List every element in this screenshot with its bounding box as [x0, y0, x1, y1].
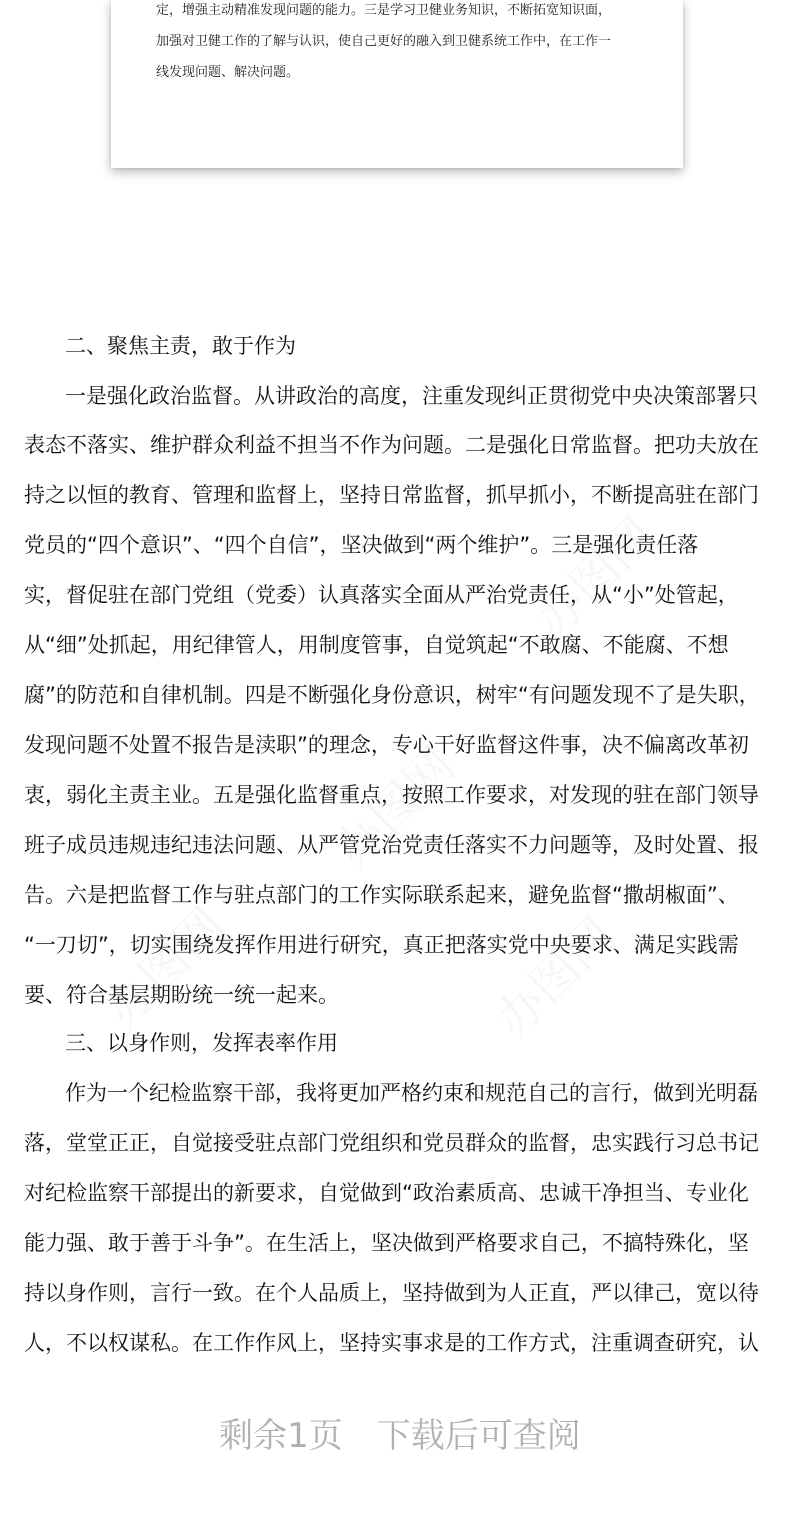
paragraph-line: 一是强化政治监督。从讲政治的高度，注重发现纠正贯彻党中央决策部署只	[65, 384, 758, 408]
paragraph-line: 发现问题不处置不报告是渎职”的理念，专心干好监督这件事，决不偏离改革初	[24, 733, 749, 757]
paragraph-line: 表态不落实、维护群众利益不担当不作为问题。二是强化日常监督。把功夫放在	[24, 433, 759, 457]
paragraph-line: 持以身作则，言行一致。在个人品质上，坚持做到为人正直，严以律己，宽以待	[24, 1281, 759, 1305]
paragraph-line: 班子成员违规违纪违法问题、从严管党治党责任落实不力问题等，及时处置、报	[24, 833, 759, 857]
paragraph-line: 腐”的防范和自律机制。四是不断强化身份意识，树牢“有问题发现不了是失职，	[24, 683, 760, 707]
paragraph-line: 告。六是把监督工作与驻点部门的工作实际联系起来，避免监督“撒胡椒面”、	[24, 883, 739, 907]
watermark	[87, 889, 238, 1040]
paragraph-line: 能力强、敢于善于斗争”。在生活上，坚决做到严格要求自己，不搞特殊化，坚	[24, 1231, 749, 1255]
remaining-pages-notice[interactable]: 剩余1页 下载后可查阅	[219, 1416, 581, 1456]
watermark	[477, 899, 628, 1050]
preview-line: 线发现问题、解决问题。	[156, 65, 300, 80]
section-heading: 二、聚焦主责，敢于作为	[65, 334, 296, 358]
paragraph-line: 持之以恒的教育、管理和监督上，坚持日常监督，抓早抓小，不断提高驻在部门	[24, 483, 759, 507]
paragraph-line: 衷，弱化主责主业。五是强化监督重点，按照工作要求，对发现的驻在部门领导	[24, 783, 759, 807]
section-heading: 三、以身作则，发挥表率作用	[65, 1031, 338, 1055]
watermark	[517, 499, 668, 650]
paragraph-line: 党员的“四个意识”、“四个自信”，坚决做到“两个维护”。三是强化责任落	[24, 533, 699, 557]
paragraph-line: 要、符合基层期盼统一统一起来。	[24, 983, 339, 1007]
paragraph-line: 落，堂堂正正，自觉接受驻点部门党组织和党员群众的监督，忠实践行习总书记	[24, 1131, 759, 1155]
paragraph-line: 对纪检监察干部提出的新要求，自觉做到“政治素质高、忠诚干净担当、专业化	[24, 1181, 749, 1205]
paragraph-line: 从“细”处抓起，用纪律管人，用制度管事，自觉筑起“不敢腐、不能腐、不想	[24, 633, 729, 657]
preview-card	[111, 0, 683, 168]
paragraph-line: “一刀切”，切实围绕发挥作用进行研究，真正把落实党中央要求、满足实践需	[24, 933, 739, 957]
paragraph-line: 人，不以权谋私。在工作作风上，坚持实事求是的工作方式，注重调查研究，认	[24, 1331, 759, 1355]
paragraph-line: 作为一个纪检监察干部，我将更加严格约束和规范自己的言行，做到光明磊	[65, 1081, 758, 1105]
preview-line: 定，增强主动精准发现问题的能力。三是学习卫健业务知识，不断拓宽知识面，	[156, 3, 612, 18]
paragraph-line: 实，督促驻在部门党组（党委）认真落实全面从严治党责任，从“小”处管起，	[24, 583, 739, 607]
preview-line: 加强对卫健工作的了解与认识，使自己更好的融入到卫健系统工作中，在工作一	[156, 34, 612, 49]
